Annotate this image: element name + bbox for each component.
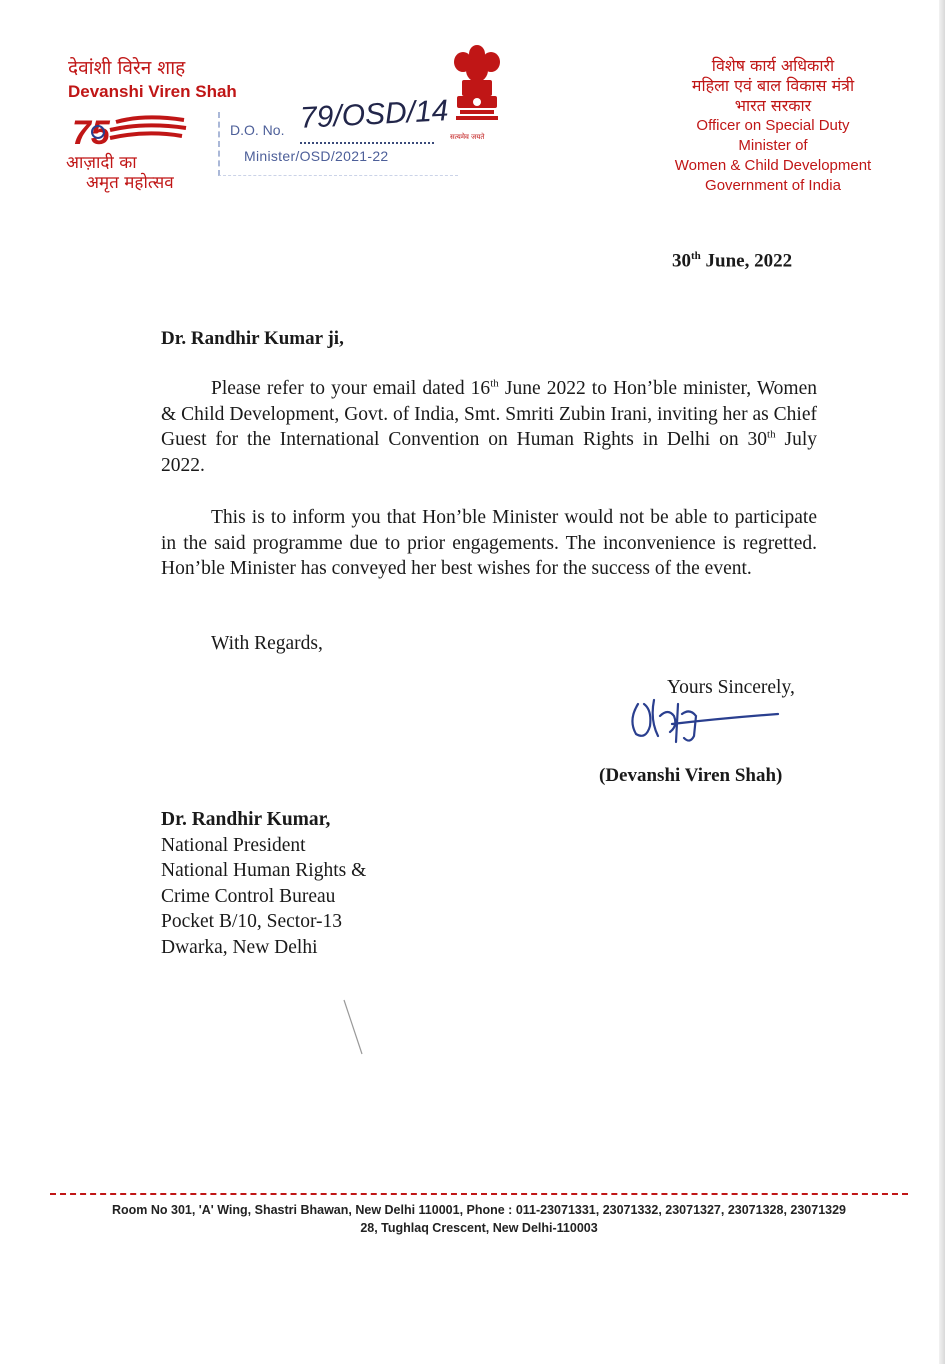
recipient-line: National President [161,834,306,856]
logo-text-line2: अमृत महोत्सव [86,173,174,193]
office-ministry-hindi: महिला एवं बाल विकास मंत्री [691,76,855,95]
sender-name-english: Devanshi Viren Shah [68,82,237,101]
date-suffix: th [691,250,701,262]
recipient-line: Crime Control Bureau [161,885,336,907]
office-title-english: Officer on Special Duty [696,117,850,134]
stamp-prefix: D.O. No. [230,122,285,138]
national-emblem-icon [446,40,508,138]
office-government-english: Government of India [705,177,841,194]
office-government-hindi: भारत सरकार [734,96,812,115]
office-minister-of: Minister of [738,137,808,154]
body-paragraph-2 [161,505,817,582]
para1-sup-1: th [490,377,499,390]
logo-number: 75 [72,114,110,152]
salutation: Dr. Randhir Kumar ji, [161,328,344,349]
body-paragraph-1 [161,376,817,478]
office-title-hindi: विशेष कार्य अधिकारी [711,56,835,75]
page-edge-shadow [939,0,945,1364]
para2-text: This is to inform you that Hon’ble Minister would not be able to participate in the said programme due to prior engagements. The inconvenience is regretted. Hon’ble Minister has conveyed her best wishes for the success of the event. [161,507,817,579]
signatory-name: (Devanshi Viren Shah) [599,765,783,786]
stamp-dotted-line [300,142,434,144]
footer-address [50,1201,908,1237]
handwritten-signature [624,690,784,752]
footer-line-1: Room No 301, 'A' Wing, Shastri Bhawan, New Delhi 110001, Phone : 011-23071331, 23071332, 23071327, 23071328, 23071329 [111,1203,847,1217]
stray-pen-mark [340,996,370,1058]
recipient-address [161,807,366,960]
recipient-line: Pocket B/10, Sector-13 [161,911,343,932]
recipient-line: Dwarka, New Delhi [161,936,318,958]
para1-part-a: Please refer to your email dated 16 [211,378,491,399]
recipient-name: Dr. Randhir Kumar, [161,809,331,830]
closing-line: Yours Sincerely, [667,677,795,698]
footer-divider [50,1193,908,1195]
recipient-line: National Human Rights & [161,860,367,881]
regards-line: With Regards, [211,633,323,654]
emblem-motto: सत्यमेव जयते [450,133,485,141]
date-month-year: June, 2022 [700,250,793,272]
para1-part-b: June 2022 to Hon’ble minister, Women & Child Development, Govt. of India, Smt. Smriti Zubin Irani, inviting her as Chief Guest for the International Convention on Human Rights in Delhi on 30 [161,378,817,450]
letter-date [672,250,792,272]
office-designation-block [640,56,906,196]
office-ministry-english: Women & Child Development [674,157,872,174]
para1-sup-2: th [767,428,776,441]
sender-name-hindi: देवांशी विरेन शाह [68,57,186,79]
stamp-handwritten-number: 79/OSD/14 [299,94,450,135]
para1-part-c: July 2022. [161,429,817,476]
date-day: 30 [672,250,691,272]
logo-text-line1: आज़ादी का [66,153,137,173]
stamp-reference: Minister/OSD/2021-22 [244,148,389,164]
footer-line-2: 28, Tughlaq Crescent, New Delhi-110003 [360,1221,598,1235]
